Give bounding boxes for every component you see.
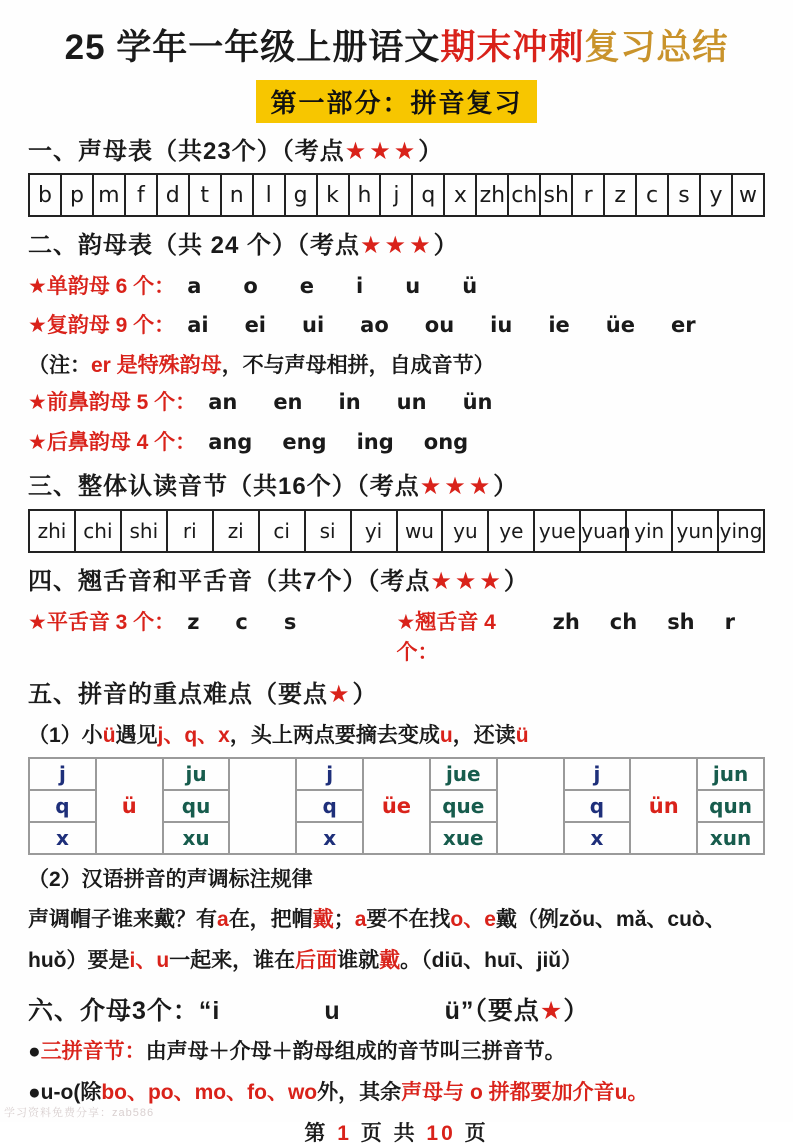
pinyin-letter: ch — [609, 610, 638, 635]
jqx-combo-cell: ju — [163, 758, 230, 790]
syllable-cell: yun — [672, 510, 718, 552]
pinyin-letter: c — [235, 610, 248, 635]
jqx-final-cell: ü — [96, 758, 163, 854]
text-segment: a — [354, 908, 367, 932]
text-segment: ； — [333, 908, 355, 932]
text-segment: ü — [102, 724, 116, 748]
text-segment: ● — [28, 1040, 41, 1064]
pinyin-letter: a — [187, 273, 202, 298]
jqx-initial-cell: q — [296, 790, 363, 822]
text-segment: ） — [493, 473, 519, 501]
initial-cell: t — [189, 174, 221, 216]
spacer-cell — [497, 758, 564, 854]
curled-tongue-group — [397, 606, 766, 666]
section-heading-tongue-sounds — [28, 566, 765, 598]
text-segment: 四、翘舌音和平舌音（共7个）（考点 — [28, 567, 431, 595]
watermark: 学习资料免费分享：zab586 — [4, 1107, 155, 1119]
pinyin-letter: r — [724, 610, 735, 635]
front-nasal-letters — [208, 387, 528, 417]
pinyin-letter: ui — [302, 312, 325, 337]
text-segment: 要不在找 — [366, 908, 451, 932]
text-segment: 声母与 o 拼都要加介音u。 — [401, 1080, 649, 1104]
initial-cell: d — [157, 174, 189, 216]
pinyin-letter: ing — [356, 429, 394, 454]
syllable-cell: ci — [259, 510, 305, 552]
syllable-cell: yue — [534, 510, 580, 552]
jqx-combo-cell: que — [430, 790, 497, 822]
pinyin-letter: ün — [462, 390, 493, 415]
syllable-cell: zhi — [29, 510, 75, 552]
flat-tongue-letters — [187, 610, 332, 634]
jqx-initial-cell: q — [564, 790, 631, 822]
text-segment: （注： — [28, 354, 91, 378]
text-segment: 后面 — [295, 949, 338, 973]
pinyin-letter: zh — [552, 610, 580, 635]
pinyin-letter: i — [356, 273, 364, 298]
compound-finals-letters — [187, 310, 731, 340]
text-segment: ★★★ — [430, 567, 504, 595]
initial-cell: f — [125, 174, 157, 216]
initial-cell: h — [349, 174, 381, 216]
pinyin-letter: ie — [548, 312, 570, 337]
subtitle-row — [28, 80, 765, 123]
pinyin-letter: ai — [187, 312, 209, 337]
pinyin-letter: er — [670, 312, 696, 337]
section-heading-whole-syllables — [28, 471, 765, 503]
text-segment: 六、介母3个：“i u ü”（要点 — [28, 997, 540, 1026]
text-segment: 第 — [304, 1122, 338, 1146]
jqx-combo-cell: qun — [697, 790, 764, 822]
whole-syllables-table — [28, 509, 765, 553]
compound-finals-label: ★复韵母 9 个： — [28, 313, 176, 337]
initial-cell: l — [253, 174, 285, 216]
simple-finals-label: ★单韵母 6 个： — [28, 274, 176, 298]
initial-cell: x — [444, 174, 476, 216]
jqx-initial-cell: x — [564, 822, 631, 854]
text-segment: j、q、x — [157, 724, 230, 748]
jqx-initial-cell: j — [29, 758, 96, 790]
jqx-combo-cell: xu — [163, 822, 230, 854]
text-segment: ，头上两点要摘去变成 — [229, 724, 440, 748]
u-umlaut-rule — [28, 720, 765, 752]
syllable-cell: chi — [75, 510, 121, 552]
syllable-cell: ying — [718, 510, 764, 552]
text-segment: ★★★ — [344, 137, 419, 165]
front-nasal-label: ★前鼻韵母 5 个： — [28, 391, 197, 415]
syllable-cell: yu — [442, 510, 488, 552]
text-segment: 遇见 — [115, 724, 158, 748]
initial-cell: j — [380, 174, 412, 216]
text-segment: ü — [515, 724, 529, 748]
syllable-cell: ri — [167, 510, 213, 552]
pinyin-letter: ong — [423, 429, 469, 454]
initial-cell: zh — [476, 174, 508, 216]
text-segment: 期末冲刺 — [440, 28, 585, 67]
initial-cell: sh — [540, 174, 572, 216]
text-segment: 在，把帽 — [228, 908, 313, 932]
pinyin-letter: in — [338, 390, 361, 415]
text-segment: 页 共 — [351, 1122, 427, 1146]
jqx-rule-table — [28, 757, 765, 855]
jqx-combo-cell: xue — [430, 822, 497, 854]
pinyin-letter: ei — [244, 312, 267, 337]
pinyin-letter: un — [396, 390, 427, 415]
pinyin-letter: en — [273, 390, 303, 415]
initial-cell: y — [700, 174, 732, 216]
initial-cell: q — [412, 174, 444, 216]
text-segment: ★★★ — [360, 232, 434, 260]
table-row — [29, 174, 764, 216]
text-segment: ★★★ — [419, 473, 494, 501]
initial-cell: p — [61, 174, 93, 216]
text-segment: 戴 — [379, 949, 401, 973]
back-nasal-label: ★后鼻韵母 4 个： — [28, 430, 197, 454]
page-title — [28, 26, 765, 70]
pinyin-letter: iu — [490, 312, 513, 337]
text-segment: ） — [433, 232, 459, 260]
jqx-combo-cell: jue — [430, 758, 497, 790]
tone-rule-heading: （2）汉语拼音的声调标注规律 — [28, 867, 313, 891]
text-segment: a — [217, 908, 229, 932]
initial-cell: b — [29, 174, 61, 216]
er-note — [28, 349, 765, 379]
pinyin-letter: an — [208, 390, 238, 415]
initial-cell: m — [93, 174, 125, 216]
front-nasal-line — [28, 387, 765, 418]
simple-finals-letters — [187, 271, 519, 301]
text-segment: 由声母＋介母＋韵母组成的音节叫三拼音节。 — [145, 1040, 566, 1064]
initial-cell: n — [221, 174, 253, 216]
text-segment: bo、po、mo、fo、wo — [101, 1080, 318, 1104]
text-segment: o、e — [450, 908, 496, 932]
text-segment: ，还读 — [452, 724, 516, 748]
pinyin-letter: ao — [360, 312, 389, 337]
flat-tongue-group — [28, 606, 397, 666]
initials-table — [28, 173, 765, 217]
curled-tongue-label: ★翘舌音 4 个： — [396, 611, 496, 665]
jqx-combo-cell: xun — [697, 822, 764, 854]
pinyin-letter: ang — [208, 429, 253, 454]
text-segment: 10 — [426, 1122, 456, 1146]
back-nasal-letters — [208, 427, 498, 457]
initial-cell: k — [317, 174, 349, 216]
text-segment: 复习总结 — [584, 28, 729, 67]
section-heading-key-points — [28, 679, 765, 711]
text-segment: 外，其余 — [317, 1080, 402, 1104]
pinyin-letter: u — [405, 273, 421, 298]
compound-finals-line — [28, 310, 765, 341]
text-segment: er 是特殊韵母 — [91, 354, 222, 378]
syllable-cell: yuan — [580, 510, 626, 552]
back-nasal-line — [28, 427, 765, 458]
spacer-cell — [229, 758, 296, 854]
syllable-cell: ye — [488, 510, 534, 552]
jqx-initial-cell: j — [564, 758, 631, 790]
text-segment: ） — [563, 997, 590, 1026]
text-segment: ，不与声母相拼，自成音节） — [221, 354, 495, 378]
text-segment: ★ — [328, 681, 353, 709]
syllable-cell: wu — [397, 510, 443, 552]
initial-cell: c — [636, 174, 668, 216]
section-heading-initials — [28, 136, 765, 168]
text-segment: 戴（例zǒu、mǎ、cuò、huǒ）要是 — [28, 908, 726, 973]
text-segment: 25 学年一年级上册语文 — [64, 28, 441, 67]
jqx-initial-cell: x — [29, 822, 96, 854]
text-segment: 三、整体认读音节（共16个）（考点 — [28, 473, 420, 501]
jqx-initial-cell: x — [296, 822, 363, 854]
part-one-heading: 第一部分：拼音复习 — [256, 80, 536, 123]
syllable-cell: zi — [213, 510, 259, 552]
pinyin-letter: s — [283, 610, 297, 635]
page-number — [28, 1117, 765, 1147]
text-segment: 页 — [455, 1122, 489, 1146]
syllable-cell: si — [305, 510, 351, 552]
text-segment: 五、拼音的重点难点（要点 — [28, 681, 328, 709]
text-segment: ●u-o(除 — [28, 1080, 102, 1104]
jqx-initial-cell: q — [29, 790, 96, 822]
initial-cell: g — [285, 174, 317, 216]
tone-rule-paragraph — [28, 900, 765, 982]
text-segment: ） — [418, 137, 444, 165]
text-segment: （1）小 — [28, 724, 103, 748]
text-segment: 一、声母表（共23个）（考点 — [28, 137, 345, 165]
tongue-sounds-line — [28, 606, 765, 666]
text-segment: 二、韵母表（共 24 个）（考点 — [28, 232, 361, 260]
text-segment: 三拼音节： — [40, 1040, 146, 1064]
jqx-combo-cell: jun — [697, 758, 764, 790]
table-row — [29, 510, 764, 552]
pinyin-letter: üe — [605, 312, 635, 337]
initial-cell: s — [668, 174, 700, 216]
pinyin-letter: ou — [424, 312, 455, 337]
jqx-initial-cell: j — [296, 758, 363, 790]
text-segment: i、u — [129, 949, 170, 973]
section-heading-medials — [28, 991, 765, 1027]
pinyin-letter: ü — [462, 273, 478, 298]
initial-cell: r — [572, 174, 604, 216]
section-heading-finals — [28, 230, 765, 262]
text-segment: 1 — [337, 1122, 352, 1146]
jqx-combo-cell: qu — [163, 790, 230, 822]
curled-tongue-letters — [553, 610, 765, 634]
syllable-cell: shi — [121, 510, 167, 552]
pinyin-letter: eng — [282, 429, 327, 454]
simple-finals-line — [28, 271, 765, 302]
initial-cell: ch — [508, 174, 540, 216]
text-segment: u — [439, 724, 453, 748]
table-row — [29, 758, 764, 790]
jqx-final-cell: üe — [363, 758, 430, 854]
text-segment: ★ — [539, 997, 564, 1026]
text-segment: 一起来，谁在 — [169, 949, 296, 973]
syllable-cell: yin — [626, 510, 672, 552]
initial-cell: z — [604, 174, 636, 216]
pinyin-letter: z — [187, 610, 200, 635]
text-segment: 戴 — [312, 908, 334, 932]
jqx-final-cell: ün — [630, 758, 697, 854]
text-segment: 谁就 — [337, 949, 380, 973]
pinyin-letter: o — [243, 273, 258, 298]
text-segment: 声调帽子谁来戴？有 — [28, 908, 217, 932]
text-segment: ） — [503, 567, 529, 595]
text-segment: 。（diū、huī、jiǔ） — [400, 949, 583, 973]
three-pinyin-bullet — [28, 1036, 765, 1068]
syllable-cell: yi — [351, 510, 397, 552]
text-segment: ） — [352, 681, 378, 709]
pinyin-letter: sh — [667, 610, 695, 635]
pinyin-letter: e — [299, 273, 315, 298]
flat-tongue-label: ★平舌音 3 个： — [28, 611, 176, 635]
initial-cell: w — [732, 174, 764, 216]
